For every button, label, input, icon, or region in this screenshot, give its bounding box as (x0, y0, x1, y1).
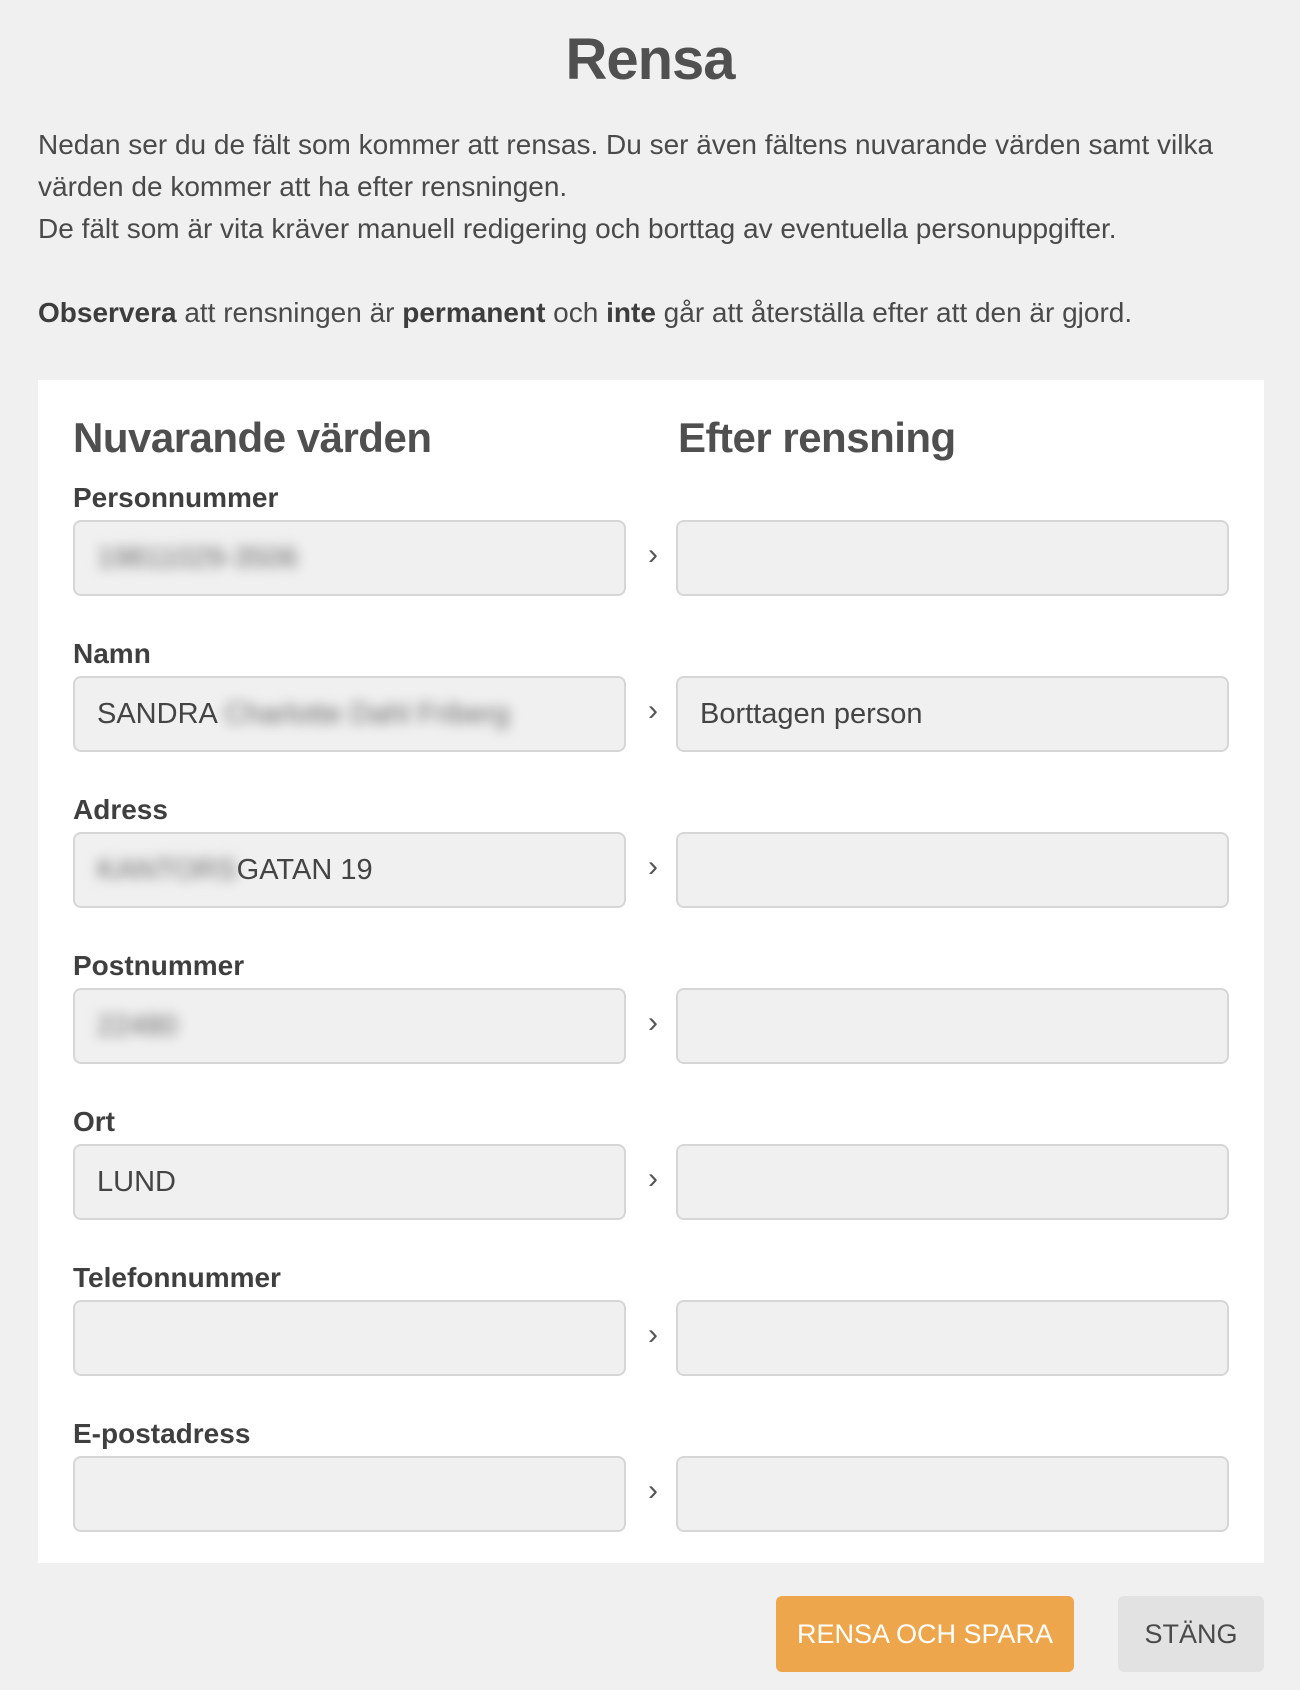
warning-emphasis: inte (606, 297, 656, 328)
field-label: Personnummer (73, 482, 279, 513)
redacted-text: KANTORS (97, 854, 237, 886)
field-label: Ort (73, 1106, 115, 1137)
after-value-field[interactable]: Borttagen person (676, 676, 1229, 752)
current-value-field (73, 1300, 626, 1376)
warning-part: att rensningen är (176, 297, 403, 328)
field-label: Adress (73, 794, 168, 825)
chevron-right-icon: › (648, 1318, 658, 1351)
warning-emphasis: permanent (402, 297, 546, 328)
current-value-field: SANDRA Charlotte Dahl Friberg (73, 676, 626, 752)
field-row-postnummer (38, 948, 1264, 1104)
intro-line-1: Nedan ser du de fält som kommer att rensas. Du ser även fältens nuvarande värden samt vilka värden de kommer att ha efter rensningen. (38, 129, 1214, 202)
after-value-field[interactable] (676, 1144, 1229, 1220)
field-label: E-postadress (73, 1418, 251, 1449)
chevron-right-icon: › (648, 1162, 658, 1195)
current-value-field: LUND (73, 1144, 626, 1220)
field-row-telefonnummer (38, 1260, 1264, 1416)
chevron-right-icon: › (648, 850, 658, 883)
field-row-epostadress (38, 1416, 1264, 1572)
chevron-right-icon: › (648, 1474, 658, 1507)
after-value-field[interactable] (676, 1456, 1229, 1532)
current-value-field (73, 1456, 626, 1532)
fields-panel (38, 380, 1264, 1563)
field-label: Postnummer (73, 950, 245, 981)
warning-emphasis: Observera (38, 297, 177, 328)
intro-line-2: De fält som är vita kräver manuell redigering och borttag av eventuella personuppgifter. (38, 213, 1117, 244)
current-values-heading: Nuvarande värden (73, 414, 432, 461)
field-row-namn (38, 636, 1264, 792)
dialog-title: Rensa (565, 27, 735, 92)
after-value-field[interactable] (676, 520, 1229, 596)
field-row-personnummer (38, 480, 1264, 636)
field-label: Namn (73, 638, 151, 669)
after-value-field[interactable] (676, 988, 1229, 1064)
chevron-right-icon: › (648, 694, 658, 727)
current-value-field: KANTORSGATAN 19 (73, 832, 626, 908)
current-value-field (73, 520, 626, 596)
close-button[interactable]: STÄNG (1118, 1596, 1264, 1672)
chevron-right-icon: › (648, 538, 658, 571)
warning-part: och (545, 297, 607, 328)
warning-part: går att återställa efter att den är gjord. (655, 297, 1133, 328)
field-row-adress (38, 792, 1264, 948)
warning-text (38, 292, 1268, 334)
intro-text (38, 124, 1268, 334)
redacted-text: Charlotte Dahl Friberg (224, 698, 510, 730)
redacted-text: 22480 (97, 1010, 178, 1042)
chevron-right-icon: › (648, 1006, 658, 1039)
after-value-field[interactable] (676, 1300, 1229, 1376)
field-label: Telefonnummer (73, 1262, 281, 1293)
current-value-field (73, 988, 626, 1064)
after-value-field[interactable] (676, 832, 1229, 908)
clean-and-save-button[interactable]: RENSA OCH SPARA (776, 1596, 1074, 1672)
redacted-text: 19811029-3506 (97, 542, 299, 574)
after-cleaning-heading: Efter rensning (678, 414, 956, 461)
field-row-ort (38, 1104, 1264, 1260)
